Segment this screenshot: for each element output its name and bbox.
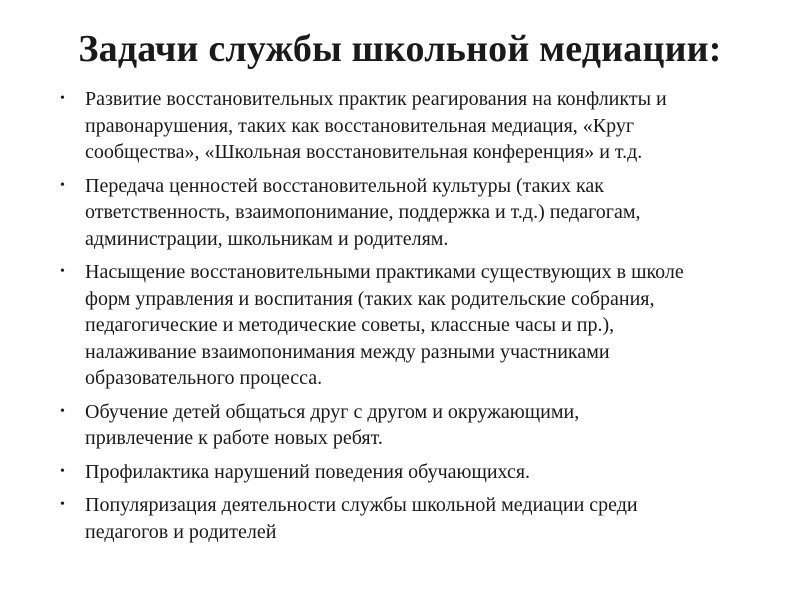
- list-item: [60, 459, 770, 486]
- list-item: [60, 399, 770, 452]
- slide-title: Задачи службы школьной медиации:: [78, 28, 722, 70]
- list-item-text: Насыщение восстановительными практиками существующих в школе форм управления и воспитания (таких как родительские собрания, педагогические и методические советы, классные часы и пр.), налаживание взаимопонимания между разными участниками образовательного процесса.: [85, 261, 684, 389]
- bullet-icon: •: [60, 463, 65, 479]
- task-list: [60, 86, 770, 552]
- list-item: [60, 173, 770, 253]
- list-item-text: Передача ценностей восстановительной культуры (таких как ответственность, взаимопонимание, поддержка и т.д.) педагогам, администрации, школьникам и родителям.: [85, 174, 641, 250]
- list-item-text: Обучение детей общаться друг с другом и окружающими, привлечение к работе новых ребят.: [85, 400, 580, 449]
- bullet-icon: •: [60, 177, 65, 193]
- bullet-icon: •: [60, 91, 65, 106]
- bullet-icon: •: [60, 497, 65, 512]
- bullet-icon: •: [60, 264, 65, 279]
- list-item-text: Популяризация деятельности службы школьной медиации среди педагогов и родителей: [85, 494, 638, 543]
- bullet-icon: •: [60, 403, 65, 419]
- list-item-text: Развитие восстановительных практик реагирования на конфликты и правонарушения, таких как восстановительная медиация, «Круг сообщества», «Школьная восстановительная конференция» и т.д.: [85, 88, 667, 163]
- list-item: [60, 492, 770, 545]
- list-item: [60, 259, 770, 392]
- list-item: [60, 86, 770, 166]
- list-item-text: Профилактика нарушений поведения обучающихся.: [85, 460, 531, 483]
